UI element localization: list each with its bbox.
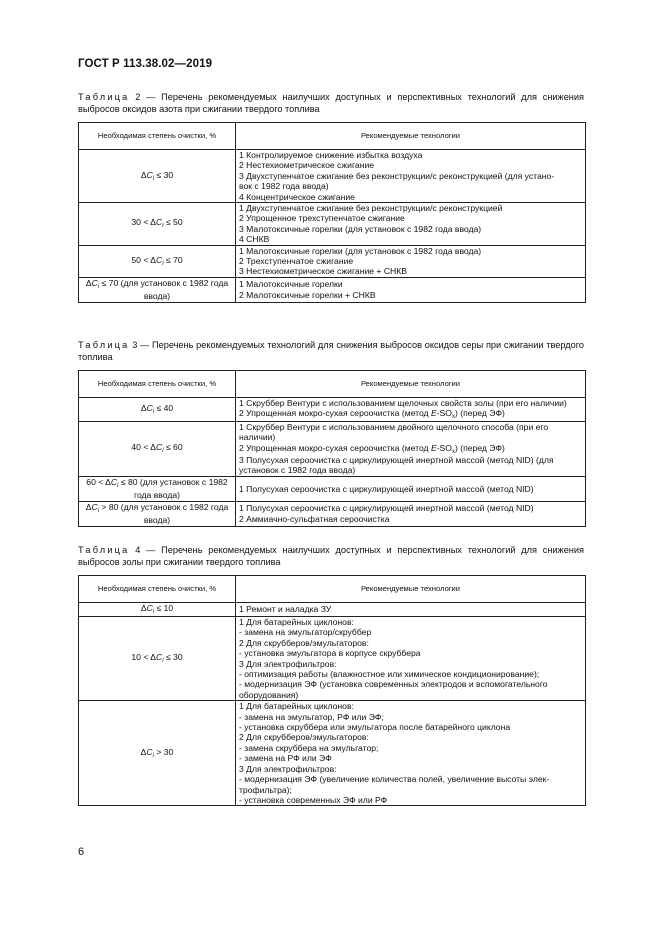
table-row bbox=[79, 245, 586, 277]
technology-item: 4 Концентрическое сжигание bbox=[239, 191, 355, 202]
table-row bbox=[79, 277, 586, 302]
condition-cell: $\Delta C_i \le 70$ (для установок с 1982 года ввода) bbox=[79, 277, 236, 302]
technologies-cell bbox=[236, 476, 586, 501]
table4 bbox=[78, 575, 586, 806]
condition-cell: $30 < \Delta C_i \le 50$ bbox=[79, 203, 236, 246]
document-header: ГОСТ Р 113.38.02—2019 bbox=[78, 58, 213, 70]
table-row bbox=[79, 617, 586, 701]
table-row bbox=[79, 501, 586, 526]
technologies-cell bbox=[236, 701, 586, 806]
condition-cell: $60 < \Delta C_i \le 80$ (для установок с 1982 года ввода) bbox=[79, 476, 236, 501]
technology-item: - модернизация ЭФ (установка современных электродов и вспомогательного bbox=[239, 679, 548, 690]
technologies-cell bbox=[236, 617, 586, 701]
technology-item: 1 Полусухая сероочистка с циркулирующей инертной массой (метод NID) bbox=[239, 503, 534, 514]
technology-item: 2 Трехступенчатое сжигание bbox=[239, 256, 354, 267]
technology-item: - замена на эмульгатор/скруббер bbox=[239, 627, 372, 638]
technology-item: 3 Малотоксичные горелки (для установок с 1982 года ввода) bbox=[239, 223, 482, 234]
technology-item: 4 СНКВ bbox=[239, 234, 270, 245]
header-col-condition: Необходимая степень очистки, % bbox=[79, 371, 236, 398]
technology-item: - оптимизация работы (влажностное или химическое кондиционирование); bbox=[239, 669, 540, 680]
condition-cell: $50 < \Delta C_i \le 70$ bbox=[79, 245, 236, 277]
condition-cell: $40 < \Delta C_i \le 60$ bbox=[79, 421, 236, 476]
technology-item: 3 Нестехиометрическое сжигание + СНКВ bbox=[239, 266, 407, 277]
technology-item: 2 Упрощенное трехступенчатое сжигание bbox=[239, 213, 405, 224]
header-col-technologies: Рекомендуемые технологии bbox=[236, 576, 586, 603]
table-row bbox=[79, 203, 586, 246]
technology-item: - замена скруббера на эмульгатор; bbox=[239, 742, 379, 753]
header-col-technologies: Рекомендуемые технологии bbox=[236, 371, 586, 398]
header-col-condition: Необходимая степень очистки, % bbox=[79, 576, 236, 603]
technology-item: 2 Нестехиометрическое сжигание bbox=[239, 160, 375, 171]
technology-item: 1 Полусухая сероочистка с циркулирующей инертной массой (метод NID) bbox=[239, 483, 534, 494]
technology-item: 2 Аммиачно-сульфатная сероочистка bbox=[239, 513, 390, 524]
page-number: 6 bbox=[78, 846, 85, 858]
technology-item: вок с 1982 года ввода) bbox=[239, 181, 329, 192]
condition-cell: $\Delta C_i \le 40$ bbox=[79, 398, 236, 422]
technology-item: - модернизация ЭФ (увеличение количества полей, увеличение высоты элек- bbox=[239, 774, 550, 785]
condition-cell: $10 < \Delta C_i \le 30$ bbox=[79, 617, 236, 701]
technology-item: - установка эмульгатора в корпусе скруббера bbox=[239, 648, 421, 659]
table-row bbox=[79, 476, 586, 501]
technology-item: 1 Для батарейных циклонов: bbox=[239, 617, 354, 627]
condition-cell: $\Delta C_i > 30$ bbox=[79, 701, 236, 806]
table-header-row bbox=[79, 371, 586, 398]
technologies-cell bbox=[236, 501, 586, 526]
table3 bbox=[78, 370, 586, 527]
header-col-technologies: Рекомендуемые технологии bbox=[236, 123, 586, 150]
table-row bbox=[79, 603, 586, 617]
technology-item: 3 Полусухая сероочистка с циркулирующей инертной массой (метод NID) (для bbox=[239, 455, 554, 466]
technology-item: 1 Скруббер Вентури с использованием двойного щелочного способа (при его наличии) bbox=[239, 421, 549, 443]
technologies-cell bbox=[236, 277, 586, 302]
table-row bbox=[79, 421, 586, 476]
table-row bbox=[79, 150, 586, 203]
table3-caption: Таблица 3 — Перечень рекомендуемых технологий для снижения выбросов оксидов серы при сжигании твердого топлива bbox=[78, 340, 584, 362]
condition-cell: $\Delta C_i \le 30$ bbox=[79, 150, 236, 203]
technology-item: 1 Скруббер Вентури с использованием щелочных свойств золы (при его наличии) bbox=[239, 398, 567, 408]
technology-item: 2 Для скрубберов/эмульгаторов: bbox=[239, 732, 369, 743]
technology-item: 1 Ремонт и наладка ЗУ bbox=[239, 604, 332, 615]
technology-item: 3 Для электрофильтров: bbox=[239, 658, 337, 669]
condition-cell: $\Delta C_i > 80$ (для установок с 1982 года ввода) bbox=[79, 501, 236, 526]
table4-caption: Таблица 4 — Перечень рекомендуемых наилучших доступных и перспективных технологий для снижения выбросов золы при сжигании твердого топлива bbox=[78, 545, 584, 567]
technology-item: оборудования) bbox=[239, 689, 299, 700]
technology-item: 3 Для электрофильтров: bbox=[239, 763, 337, 774]
technologies-cell bbox=[236, 150, 586, 203]
technologies-cell bbox=[236, 203, 586, 246]
technology-item: - установка современных ЭФ или РФ bbox=[239, 794, 388, 805]
technology-item: 1 Контролируемое снижение избытка воздуха bbox=[239, 150, 423, 160]
table-row bbox=[79, 701, 586, 806]
technologies-cell bbox=[236, 603, 586, 617]
table-header-row bbox=[79, 576, 586, 603]
header-col-condition: Необходимая степень очистки, % bbox=[79, 123, 236, 150]
condition-cell: $\Delta C_i \le 10$ bbox=[79, 603, 236, 617]
technologies-cell bbox=[236, 245, 586, 277]
technology-item: 3 Двухступенчатое сжигание без реконструкции/с реконструкцией (для устано- bbox=[239, 170, 555, 181]
technology-item: установок с 1982 года ввода) bbox=[239, 465, 356, 476]
table-header-row bbox=[79, 123, 586, 150]
technology-item: 2 Упрощенная мокро-сухая сероочистка (метод $E-SO_x$) (перед ЭФ) bbox=[239, 408, 505, 421]
table-row bbox=[79, 398, 586, 422]
technology-item: 1 Малотоксичные горелки (для установок с 1982 года ввода) bbox=[239, 245, 482, 256]
technology-item: 2 Упрощенная мокро-сухая сероочистка (метод $E-SO_x$) (перед ЭФ) bbox=[239, 442, 505, 455]
technology-item: трофильтра); bbox=[239, 784, 292, 795]
technology-item: - замена на эмульгатор, РФ или ЭФ; bbox=[239, 711, 384, 722]
table2-caption: Таблица 2 — Перечень рекомендуемых наилучших доступных и перспективных технологий для снижения выбросов оксидов азота при сжигании твердого топлива bbox=[78, 92, 584, 114]
technology-item: - установка скруббера или эмульгатора после батарейного циклона bbox=[239, 722, 511, 733]
technologies-cell bbox=[236, 421, 586, 476]
table2 bbox=[78, 122, 586, 303]
technologies-cell bbox=[236, 398, 586, 422]
technology-item: 1 Малотоксичные горелки bbox=[239, 279, 343, 290]
technology-item: - замена на РФ или ЭФ bbox=[239, 753, 332, 764]
technology-item: 1 Для батарейных циклонов: bbox=[239, 701, 354, 712]
technology-item: 1 Двухступенчатое сжигание без реконструкции/с реконструкцией bbox=[239, 203, 503, 214]
technology-item: 2 Для скрубберов/эмульгаторов: bbox=[239, 637, 369, 648]
technology-item: 2 Малотоксичные горелки + СНКВ bbox=[239, 289, 376, 300]
